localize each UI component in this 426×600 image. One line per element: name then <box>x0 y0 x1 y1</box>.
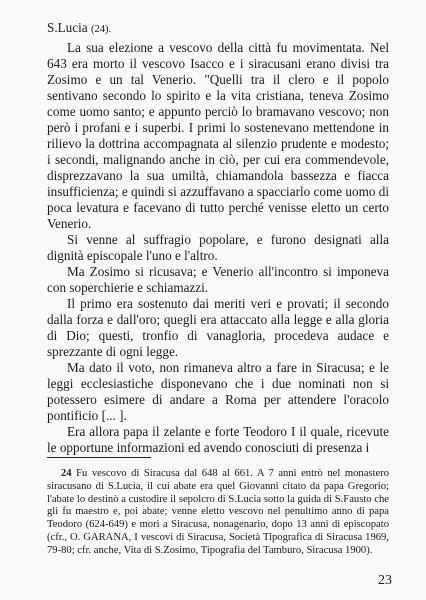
paragraph: Ma dato il voto, non rimaneva altro a fare in Siracusa; e le leggi ecclesiastiche disponevano che i due nominati non si potessero esimere di andare a Roma per attendere l'oracolo pontificio [... ]. <box>47 360 389 423</box>
section-heading <box>47 20 111 38</box>
page-number: 23 <box>378 573 392 588</box>
paragraph: Ma Zosimo si ricusava; e Venerio all'incontro si imponeva con soperchierie e schiamazzi. <box>47 264 389 295</box>
paragraph: La sua elezione a vescovo della città fu movimentata. Nel 643 era morto il vescovo Isacco e i siracusani erano divisi tra Zosimo e un tal Venerio. "Quelli tra il clero e il popolo sentivano secondo lo spirito e la vita cristiana, teneva Zosimo come uomo santo; e appunto perciò lo bramavano vescovo; non però i profani e i superbi. I primi lo sostenevano mettendone in rilievo la dottrina accompagnata al silenzio prudente e modesto; i secondi, malignando anche in ciò, per cui era commendevole, disprezzavano la sua umiltà, chiamandola bassezza e fiacca insufficienza; e quindi si azzuffavano a spacciarlo come uomo di poca levatura e facevano di tutto perché venisse eletto un certo Venerio. <box>47 40 389 231</box>
paragraph: Si venne al suffragio popolare, e furono designati alla dignità episcopale l'uno e l'altro. <box>47 232 389 263</box>
paragraph: Era allora papa il zelante e forte Teodoro I il quale, ricevute le opportune informazioni ed avendo conosciuti di presenza i <box>47 424 389 455</box>
footnote <box>47 468 389 558</box>
footnote-number: 24 <box>61 468 72 479</box>
paragraph: Il primo era sostenuto dai meriti veri e provati; il secondo dalla forza e dall'oro; quegli era attaccato alla legge e alla gloria di Dio; questi, tronfio di vanagloria, procedeva audace e sprezzante di ogni legge. <box>47 296 389 359</box>
footnote-reference: (24). <box>90 24 112 35</box>
footnote-text: Fu vescovo di Siracusa dal 648 al 661. A 7 anni entrò nel monastero siracusano di S.Lucia, il cui abate era quel Giovanni citato da papa Gregorio; l'abate lo destinò a custodire il sepolcro di S.Lucia sotto la guida di S.Fausto che gli fu maestro e, poi abate; venne eletto vescovo nel penultimo anno di papa Teodoro (624-649) e morì a Siracusa, nonagenario, dopo 13 anni di episcopato (cfr., O. GARANA, I vescovi di Siracusa, Società Tipografica di Siracusa 1969, 79-80; cfr. anche, Vita di S.Zosimo, Tipografia del Tamburo, Siracusa 1900). <box>47 468 389 556</box>
footnote-divider <box>47 457 151 458</box>
body-text <box>47 40 389 456</box>
heading-title: S.Lucia <box>47 20 88 35</box>
